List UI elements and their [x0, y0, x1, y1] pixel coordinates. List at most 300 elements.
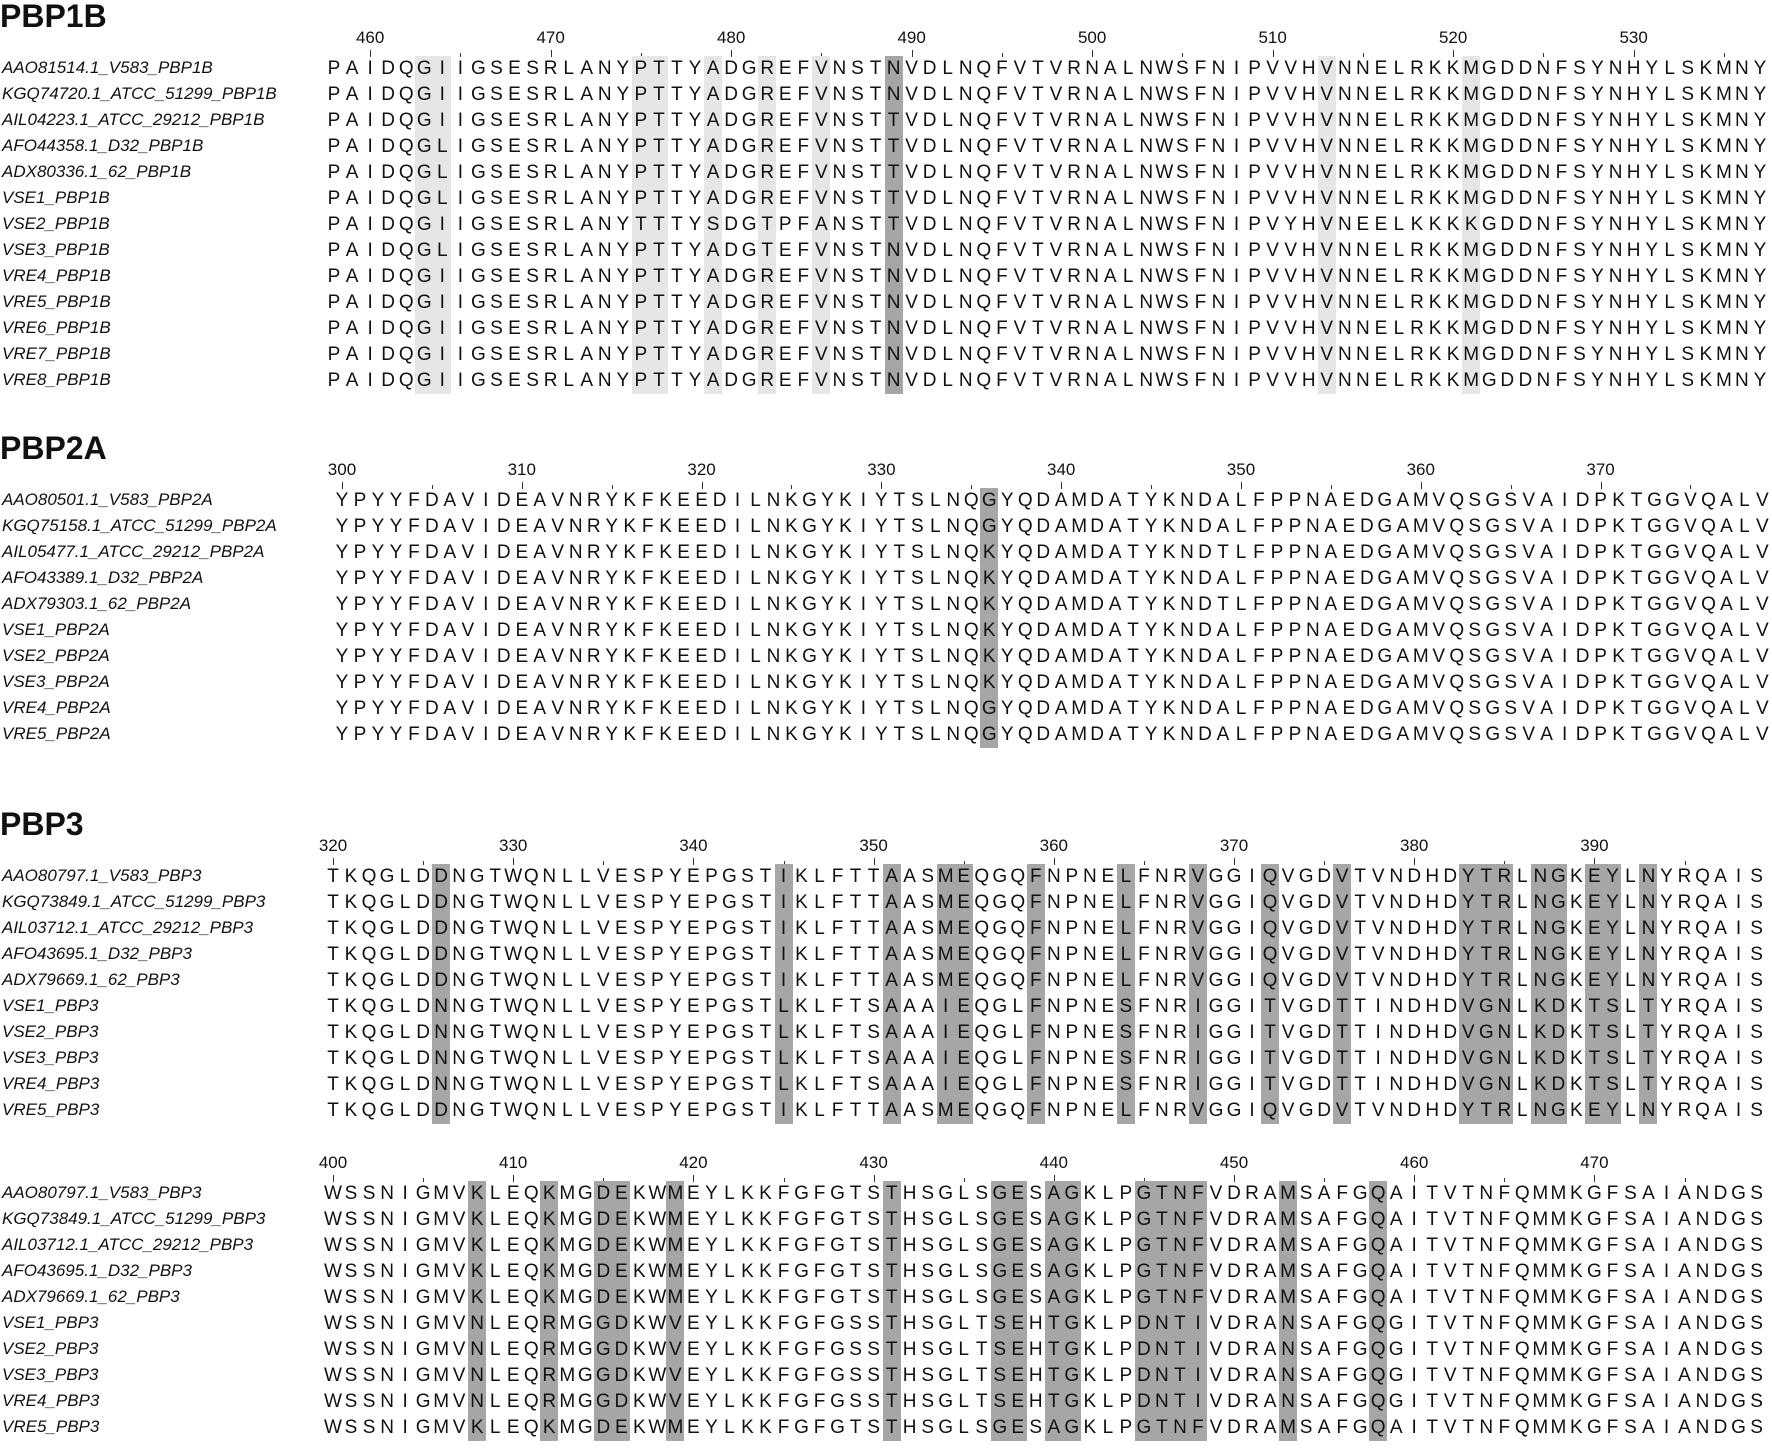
residue: L	[1120, 1100, 1132, 1121]
residue: S	[1573, 84, 1586, 105]
residue: S	[1681, 162, 1695, 183]
residue: E	[687, 1183, 700, 1204]
residue: M	[1412, 594, 1429, 615]
residue: I	[1735, 866, 1742, 887]
residue: D	[1198, 620, 1212, 641]
residue: D	[1036, 620, 1051, 641]
residue: D	[1090, 516, 1104, 537]
residue: K	[470, 1235, 484, 1256]
residue: G	[1485, 724, 1501, 745]
residue: N	[958, 292, 973, 313]
residue: R	[1173, 892, 1187, 913]
residue: Y	[1660, 1074, 1673, 1095]
residue: V	[1320, 266, 1334, 287]
residue: L	[1664, 370, 1675, 391]
residue: G	[1587, 1313, 1602, 1334]
residue: L	[930, 490, 941, 511]
residue: K	[1570, 1183, 1583, 1204]
residue: K	[982, 620, 996, 641]
residue: A	[443, 516, 457, 537]
residue: T	[885, 1365, 898, 1386]
residue: A	[1720, 542, 1733, 563]
residue: L	[1739, 490, 1750, 511]
residue: A	[885, 1022, 898, 1043]
residue: G	[794, 1261, 809, 1282]
residue: T	[327, 970, 339, 991]
sequence-name: ADX79303.1_62_PBP2A	[2, 594, 192, 613]
residue: V	[1522, 698, 1535, 719]
residue: K	[1699, 318, 1713, 339]
residue: R	[586, 542, 601, 563]
residue: T	[671, 214, 683, 235]
residue: D	[1090, 490, 1104, 511]
residue: Y	[1000, 516, 1014, 537]
residue: G	[471, 318, 486, 339]
residue: E	[778, 110, 792, 131]
residue: N	[1082, 892, 1097, 913]
residue: D	[1500, 188, 1515, 209]
residue: A	[443, 490, 457, 511]
residue: D	[1551, 1074, 1566, 1095]
residue: G	[1478, 996, 1494, 1017]
residue: A	[1389, 1417, 1403, 1438]
residue: R	[1410, 162, 1424, 183]
residue: D	[496, 724, 511, 745]
residue: A	[1389, 1183, 1403, 1204]
residue: A	[580, 214, 594, 235]
residue: Y	[688, 318, 702, 339]
sequence-row	[0, 1098, 1772, 1124]
residue: D	[1575, 646, 1590, 667]
residue: S	[1624, 1287, 1637, 1308]
residue: T	[849, 1417, 862, 1438]
residue: T	[1156, 1235, 1168, 1256]
residue: I	[1735, 892, 1742, 913]
residue: N	[1608, 188, 1623, 209]
residue: D	[712, 594, 727, 615]
tick-label: 360	[1406, 460, 1435, 479]
residue: R	[1067, 58, 1081, 79]
residue: F	[797, 84, 810, 105]
residue: P	[705, 1048, 718, 1069]
residue: D	[922, 240, 937, 261]
residue: W	[1155, 84, 1174, 105]
residue: T	[1630, 516, 1643, 537]
residue: E	[695, 516, 708, 537]
residue: G	[1665, 698, 1680, 719]
residue: V	[1284, 318, 1297, 339]
residue: Y	[616, 344, 630, 365]
residue: P	[705, 1022, 718, 1043]
residue: D	[1090, 542, 1104, 563]
residue: E	[1374, 84, 1388, 105]
residue: L	[750, 542, 761, 563]
tick-label: 370	[1586, 460, 1615, 479]
residue: T	[1354, 970, 1366, 991]
residue: G	[1298, 996, 1314, 1017]
residue: N	[1641, 970, 1656, 991]
residue: A	[580, 110, 594, 131]
sequence-name: VRE8_PBP1B	[2, 370, 111, 389]
residue: L	[1120, 866, 1132, 887]
residue: D	[1317, 1022, 1331, 1043]
residue: P	[1119, 1417, 1133, 1438]
residue: E	[778, 240, 792, 261]
sequence-name: VRE5_PBP3	[2, 1100, 100, 1119]
residue: N	[470, 1391, 485, 1412]
residue: D	[416, 1074, 430, 1095]
residue: S	[921, 1209, 934, 1230]
residue: N	[946, 724, 961, 745]
residue: Y	[371, 698, 385, 719]
residue: L	[1625, 970, 1636, 991]
residue: A	[1324, 516, 1338, 537]
residue: S	[1573, 188, 1586, 209]
residue: F	[1253, 698, 1265, 719]
residue: Y	[371, 542, 385, 563]
residue: E	[695, 594, 708, 615]
residue: S	[1681, 136, 1695, 157]
residue: V	[1284, 58, 1297, 79]
residue: T	[1336, 1022, 1348, 1043]
residue: Q	[1701, 516, 1716, 537]
residue: T	[1630, 542, 1643, 563]
residue: I	[1561, 542, 1568, 563]
residue: Y	[705, 1417, 718, 1438]
residue: F	[1138, 970, 1150, 991]
residue: Q	[976, 266, 992, 287]
residue: N	[946, 568, 961, 589]
residue: Y	[821, 698, 834, 719]
residue: E	[687, 1048, 700, 1069]
residue: G	[469, 996, 485, 1017]
residue: Y	[1606, 866, 1619, 887]
residue: G	[379, 996, 395, 1017]
residue: V	[669, 1365, 682, 1386]
residue: D	[1198, 542, 1212, 563]
residue: Q	[1017, 672, 1033, 693]
residue: N	[597, 58, 612, 79]
sequence-row	[0, 1181, 1772, 1207]
residue: R	[1497, 892, 1512, 913]
residue: K	[1083, 1209, 1097, 1230]
residue: F	[1253, 594, 1265, 615]
residue: S	[867, 1261, 880, 1282]
sequence-row	[0, 1046, 1772, 1072]
residue: S	[1750, 1391, 1763, 1412]
residue: N	[452, 970, 466, 991]
residue: W	[324, 1261, 342, 1282]
residue: H	[1301, 162, 1316, 183]
residue: R	[543, 318, 558, 339]
residue: G	[469, 892, 485, 913]
residue: A	[1642, 1417, 1655, 1438]
residue: F	[813, 1261, 826, 1282]
residue: A	[903, 1048, 916, 1069]
residue: D	[1317, 1048, 1331, 1069]
residue: P	[634, 370, 648, 391]
residue: V	[1756, 568, 1769, 589]
residue: V	[1684, 620, 1697, 641]
residue: Y	[335, 542, 349, 563]
residue: S	[911, 568, 924, 589]
residue: I	[1735, 944, 1742, 965]
residue: A	[1720, 698, 1733, 719]
residue: N	[766, 672, 781, 693]
residue: A	[1216, 620, 1230, 641]
residue: N	[1139, 240, 1154, 261]
residue: V	[1684, 542, 1697, 563]
residue: L	[563, 240, 574, 261]
residue: I	[402, 1183, 408, 1204]
residue: S	[1750, 1183, 1763, 1204]
residue: L	[1102, 1417, 1114, 1438]
residue: L	[1393, 84, 1405, 105]
residue: Q	[1695, 918, 1710, 939]
residue: N	[1533, 866, 1548, 887]
residue: F	[1336, 1235, 1348, 1256]
residue: N	[832, 370, 847, 391]
residue: R	[760, 58, 775, 79]
residue: Q	[974, 1074, 990, 1095]
residue: E	[1342, 568, 1356, 589]
residue: S	[490, 162, 503, 183]
residue: P	[778, 214, 792, 235]
residue: P	[1594, 646, 1607, 667]
residue: Q	[1701, 620, 1716, 641]
residue: G	[1208, 918, 1224, 939]
residue: N	[597, 344, 612, 365]
residue: V	[461, 568, 475, 589]
residue: I	[367, 58, 373, 79]
residue: K	[839, 516, 852, 537]
residue: I	[1411, 1287, 1417, 1308]
residue: L	[399, 892, 411, 913]
residue: G	[1226, 866, 1242, 887]
residue: I	[780, 970, 787, 991]
residue: F	[813, 1391, 826, 1412]
residue: K	[1162, 698, 1176, 719]
residue: K	[623, 698, 636, 719]
residue: N	[542, 996, 557, 1017]
residue: S	[1504, 698, 1518, 719]
residue: G	[1481, 370, 1497, 391]
residue: K	[839, 594, 852, 615]
residue: S	[1750, 1287, 1763, 1308]
residue: A	[1714, 866, 1727, 887]
residue: Q	[1017, 490, 1033, 511]
residue: D	[1036, 672, 1051, 693]
residue: G	[1064, 1313, 1080, 1334]
residue: D	[1407, 918, 1422, 939]
residue: K	[623, 568, 636, 589]
residue: L	[1235, 646, 1247, 667]
residue: A	[533, 516, 547, 537]
residue: N	[452, 866, 466, 887]
residue: D	[596, 1287, 611, 1308]
residue: S	[344, 1183, 358, 1204]
residue: V	[1281, 892, 1295, 913]
residue: R	[1245, 1209, 1259, 1230]
residue: F	[996, 162, 1008, 183]
residue: G	[469, 918, 485, 939]
residue: V	[815, 318, 828, 339]
residue: L	[1517, 996, 1528, 1017]
residue: P	[1288, 542, 1302, 563]
residue: D	[1443, 996, 1458, 1017]
residue: G	[830, 1417, 845, 1438]
residue: H	[1626, 318, 1641, 339]
residue: V	[1013, 188, 1027, 209]
residue: N	[568, 568, 583, 589]
residue: M	[1715, 370, 1732, 391]
residue: S	[1681, 266, 1695, 287]
residue: S	[741, 970, 754, 991]
residue: S	[344, 1209, 358, 1230]
residue: L	[1393, 240, 1405, 261]
residue: T	[869, 344, 882, 365]
residue: F	[996, 344, 1008, 365]
residue: V	[596, 918, 610, 939]
residue: G	[1377, 568, 1393, 589]
residue: F	[1555, 58, 1568, 79]
residue: A	[1108, 724, 1122, 745]
residue: F	[1192, 1417, 1204, 1438]
residue: E	[677, 516, 690, 537]
residue: F	[1253, 490, 1265, 511]
residue: T	[635, 214, 647, 235]
residue: S	[1573, 344, 1586, 365]
residue: R	[1245, 1365, 1259, 1386]
residue: G	[1298, 866, 1314, 887]
residue: S	[362, 1209, 376, 1230]
residue: N	[1536, 370, 1551, 391]
residue: Y	[1591, 58, 1604, 79]
residue: S	[344, 1261, 358, 1282]
residue: A	[885, 1100, 898, 1121]
residue: F	[831, 996, 844, 1017]
residue: S	[849, 1313, 862, 1334]
residue: W	[1155, 292, 1174, 313]
residue: N	[1281, 1339, 1295, 1360]
residue: Y	[1461, 918, 1475, 939]
sequence-name: KGQ73849.1_ATCC_51299_PBP3	[2, 1209, 266, 1228]
residue: T	[653, 266, 665, 287]
residue: R	[586, 724, 601, 745]
residue: N	[1356, 292, 1370, 313]
residue: F	[797, 292, 810, 313]
residue: Q	[523, 1287, 539, 1308]
residue: A	[1540, 490, 1553, 511]
residue: E	[508, 240, 521, 261]
tick-label: 300	[327, 460, 357, 479]
residue: V	[1266, 344, 1279, 365]
residue: Y	[1000, 698, 1014, 719]
residue: Y	[1000, 672, 1014, 693]
residue: Y	[1753, 292, 1767, 313]
residue: M	[1071, 594, 1088, 615]
residue: G	[1485, 620, 1501, 641]
residue: F	[1606, 1183, 1619, 1204]
residue: S	[741, 944, 754, 965]
residue: I	[1195, 1365, 1201, 1386]
residue: A	[533, 490, 547, 511]
residue: R	[543, 240, 558, 261]
residue: T	[1426, 1365, 1439, 1386]
residue: I	[367, 266, 373, 287]
residue: L	[1625, 1048, 1636, 1069]
residue: Q	[1370, 1391, 1386, 1412]
residue: R	[760, 110, 775, 131]
residue: I	[1411, 1365, 1417, 1386]
residue: N	[568, 672, 583, 693]
residue: F	[408, 516, 420, 537]
residue: E	[1101, 996, 1115, 1017]
residue: S	[851, 266, 864, 287]
residue: V	[1281, 1048, 1295, 1069]
residue: P	[327, 110, 341, 131]
residue: D	[724, 136, 738, 157]
residue: S	[1750, 1261, 1763, 1282]
residue: D	[1407, 892, 1422, 913]
residue: L	[724, 1261, 735, 1282]
residue: Y	[371, 490, 385, 511]
residue: L	[399, 918, 411, 939]
residue: A	[1714, 1100, 1727, 1121]
residue: E	[1588, 970, 1601, 991]
residue: V	[452, 1417, 466, 1438]
residue: H	[1425, 1100, 1440, 1121]
residue: L	[1393, 110, 1405, 131]
residue: M	[667, 1417, 684, 1438]
residue: P	[1119, 1235, 1133, 1256]
residue: G	[471, 136, 486, 157]
residue: I	[1735, 1100, 1742, 1121]
residue: E	[1374, 266, 1388, 287]
residue: P	[1065, 1048, 1079, 1069]
residue: K	[623, 516, 636, 537]
residue: D	[1500, 136, 1515, 157]
residue: N	[958, 110, 973, 131]
residue: A	[1389, 1261, 1403, 1282]
residue: I	[1195, 1391, 1201, 1412]
residue: L	[930, 516, 941, 537]
residue: D	[712, 490, 727, 511]
residue: S	[921, 1287, 934, 1308]
residue: V	[551, 646, 565, 667]
residue: E	[1588, 1100, 1601, 1121]
residue: L	[563, 370, 574, 391]
residue: M	[1463, 240, 1480, 261]
residue: T	[1462, 1313, 1475, 1334]
residue: N	[1085, 344, 1099, 365]
tick-label: 340	[679, 836, 708, 855]
residue: R	[586, 672, 601, 693]
residue: N	[1211, 214, 1226, 235]
residue: N	[1211, 110, 1226, 131]
sequence-name: VRE4_PBP3	[2, 1074, 100, 1093]
residue: G	[981, 698, 997, 719]
residue: G	[830, 1365, 845, 1386]
residue: F	[831, 918, 844, 939]
residue: Y	[1753, 110, 1767, 131]
residue: N	[1082, 918, 1097, 939]
residue: K	[1612, 620, 1625, 641]
residue: L	[1625, 944, 1636, 965]
residue: L	[1122, 214, 1134, 235]
residue: K	[659, 698, 672, 719]
residue: D	[1713, 1183, 1728, 1204]
